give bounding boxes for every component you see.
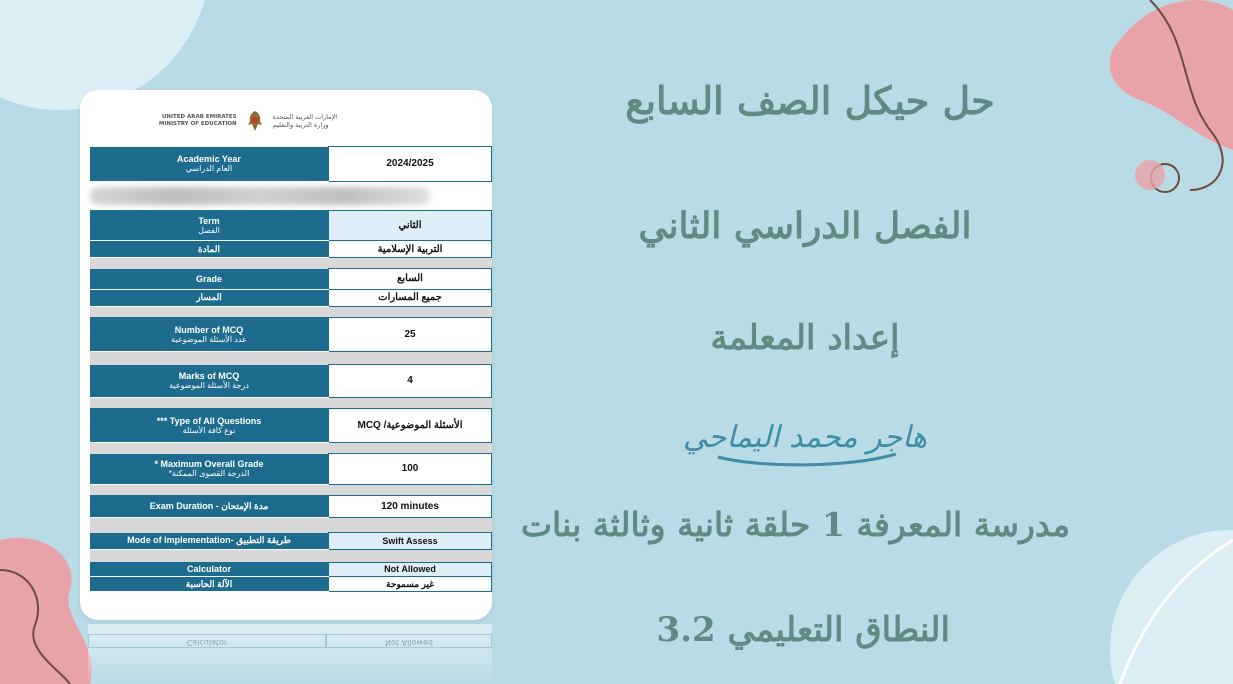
max-grade-label-ar: *الدرجة القصوى الممكنة	[168, 469, 250, 478]
row-gap	[90, 484, 492, 495]
headline-prepared-by: إعداد المعلمة	[710, 318, 900, 358]
term-label	[90, 210, 329, 241]
row-gap	[90, 443, 492, 454]
table-reflection	[88, 624, 492, 684]
row-calculator-en	[90, 562, 492, 577]
max-grade-label-en: * Maximum Overall Grade	[154, 459, 264, 469]
ministry-name-en	[159, 114, 237, 128]
bottom-left-pink-blob	[0, 538, 92, 684]
redacted-cell	[90, 181, 492, 210]
ministry-en-line1: UNITED ARAB EMIRATES	[161, 114, 237, 120]
stream-value: جميع المسارات	[329, 289, 492, 306]
calculator-label-en: Calculator	[90, 562, 329, 577]
term-value: الثاني	[329, 210, 492, 241]
row-mode	[90, 533, 492, 550]
uae-emblem-icon	[245, 109, 265, 133]
question-type-value: الأسئلة الموضوعية/ MCQ	[329, 408, 492, 443]
row-gap	[90, 549, 492, 562]
gap-cell	[90, 549, 492, 562]
gap-cell	[90, 518, 492, 533]
reflection-row	[88, 634, 492, 648]
row-subject	[90, 241, 492, 258]
gap-cell	[90, 484, 492, 495]
calculator-value-ar: غير مسموحة	[329, 577, 492, 592]
duration-label: Exam Duration - مدة الإمتحان	[90, 495, 329, 518]
question-type-label-en: *** Type of All Questions	[156, 415, 262, 426]
row-duration	[90, 495, 492, 518]
row-question-type	[90, 408, 492, 443]
mcq-count-label	[90, 317, 329, 352]
mcq-marks-label-en: Marks of MCQ	[178, 371, 240, 381]
row-mcq-marks	[90, 365, 492, 398]
row-redacted	[90, 181, 492, 210]
headline-school: مدرسة المعرفة 1 حلقة ثانية وثالثة بنات	[520, 505, 1070, 544]
gap-cell	[90, 397, 492, 408]
calculator-label-ar: الآلة الحاسبة	[90, 577, 329, 592]
ministry-header	[98, 108, 398, 134]
max-grade-value: 100	[329, 454, 492, 485]
academic-year-label	[90, 147, 329, 182]
headline-title: حل حيكل الصف السابع	[625, 78, 995, 123]
mcq-count-value: 25	[329, 317, 492, 352]
academic-year-label-en: Academic Year	[177, 154, 241, 164]
ministry-en-line2: MINISTRY OF EDUCATION	[158, 121, 237, 127]
mode-value: Swift Assess	[329, 533, 492, 550]
mcq-count-label-en: Number of MCQ	[174, 324, 244, 335]
gap-cell	[90, 258, 492, 269]
stream-label: المسار	[90, 289, 329, 306]
question-type-label-ar: نوع كافة الأسئلة	[182, 425, 236, 435]
signature-swash	[718, 454, 896, 465]
grade-value: السابع	[329, 269, 492, 290]
gap-cell	[90, 443, 492, 454]
row-grade	[90, 269, 492, 290]
row-gap	[90, 518, 492, 533]
subject-value: التربية الإسلامية	[329, 241, 492, 258]
ministry-ar-line2: وزارة التربية والتعليم	[272, 121, 329, 129]
subject-label: المادة	[90, 241, 329, 258]
grade-label: Grade	[90, 269, 329, 290]
mcq-marks-label	[90, 365, 329, 398]
exam-info-table	[90, 146, 492, 592]
term-label-ar: الفصل	[198, 225, 220, 235]
row-mcq-count	[90, 317, 492, 352]
question-type-label	[90, 408, 329, 443]
row-gap	[90, 258, 492, 269]
mode-label: Mode of Implementation- طريقة التطبيق	[90, 533, 329, 550]
calculator-value-en: Not Allowed	[329, 562, 492, 577]
row-stream	[90, 289, 492, 306]
duration-value: 120 minutes	[329, 495, 492, 518]
gap-cell	[90, 352, 492, 365]
term-label-en: Term	[198, 215, 220, 226]
teacher-signature-text: هاجر محمد اليماحي	[682, 420, 928, 455]
row-gap	[90, 306, 492, 317]
max-grade-label	[90, 454, 329, 485]
academic-year-value: 2024/2025	[329, 147, 492, 182]
ministry-ar-line1: الإمارات العربية المتحدة	[272, 113, 338, 121]
redacted-smear	[90, 187, 430, 205]
row-gap	[90, 352, 492, 365]
row-calculator-ar	[90, 577, 492, 592]
ministry-name-ar	[273, 113, 337, 129]
pink-dot	[1135, 160, 1165, 190]
mcq-count-label-ar: عدد الأسئلة الموضوعية	[171, 334, 247, 344]
headline-scope: النطاق التعليمي 3.2	[656, 610, 950, 650]
gap-cell	[90, 306, 492, 317]
row-academic-year	[90, 147, 492, 182]
mcq-marks-label-ar: درجة الأسئلة الموضوعية	[169, 381, 249, 390]
row-max-grade	[90, 454, 492, 485]
mcq-marks-value: 4	[329, 365, 492, 398]
headline-semester: الفصل الدراسي الثاني	[638, 205, 972, 247]
teacher-signature	[682, 402, 928, 472]
academic-year-label-ar: العام الدراسي	[185, 164, 233, 173]
reflection-right-text: Not Allowed	[326, 634, 492, 648]
row-term	[90, 210, 492, 241]
row-gap	[90, 397, 492, 408]
top-right-pink-blob	[1110, 0, 1233, 150]
reflection-left-text: Calculator	[88, 634, 326, 648]
